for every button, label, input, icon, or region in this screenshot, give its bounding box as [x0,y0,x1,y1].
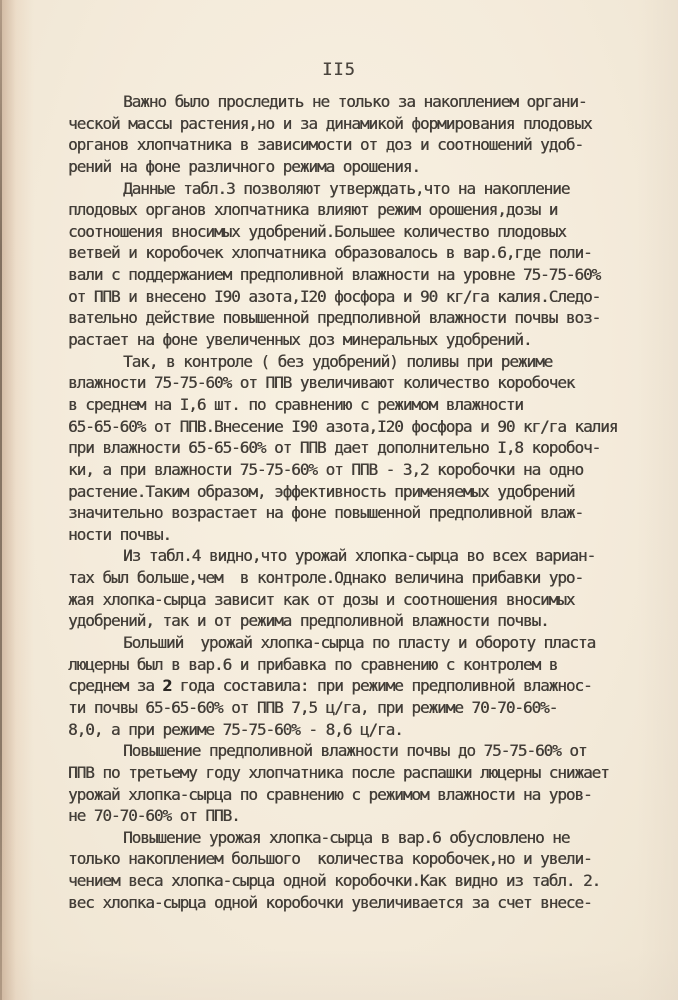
page-number: II5 [322,60,356,80]
text-line: значительно возрастает на фоне повышенной предполивной влаж- [68,503,583,523]
paragraph [68,178,616,351]
text-line: при влажности 65-65-60% от ППВ дает дополнительно I,8 коробоч- [68,438,601,458]
text-line: соотношения вносимых удобрений.Большее количество плодовых [68,221,566,241]
text-line: тах был больше,чем в контроле.Однако величина прибавки уро- [68,568,583,588]
text-line: ки, а при влажности 75-75-60% от ППВ - 3,2 коробочки на одно [68,459,583,479]
text-line: плодовых органов хлопчатника влияют режим орошения,дозы и [68,200,558,220]
text-line: вали с поддержанием предполивной влажности на уровне 75-75-60% [68,265,601,285]
text-line: 8,0, а при режиме 75-75-60% - 8,6 ц/га. [68,719,403,739]
text-line: урожай хлопка-сырца по сравнению с режимом влажности на уров- [68,784,592,804]
text-line: среднем за 2 года составила: при режиме предполивной влажнос- [68,676,592,696]
text-line: только накоплением большого количества коробочек,но и увели- [68,849,592,869]
paragraph [68,827,616,914]
text-line: Важно было проследить не только за накоплением органи- [123,92,587,111]
text-line: рений на фоне различного режима орошения. [68,156,420,176]
text-line: растение.Таким образом, эффективность применяемых удобрений [68,481,575,501]
text-line: чением веса хлопка-сырца одной коробочки.Как видно из табл. 2. [68,871,601,891]
text-line: Так, в контроле ( без удобрений) поливы при режиме [123,351,553,371]
paragraph [68,351,616,546]
text-line: органов хлопчатника в зависимости от доз и соотношений удоб- [68,135,583,155]
text-line: ти почвы 65-65-60% от ППВ 7,5 ц/га, при режиме 70-70-60%- [68,697,558,717]
text-line: растает на фоне увеличенных доз минеральных удобрений. [68,330,532,350]
text-line: Из табл.4 видно,что урожай хлопка-сырца во всех вариан- [123,546,596,566]
text-line: ности почвы. [68,524,171,544]
text-line: люцерны был в вар.6 и прибавка по сравнению с контролем в [68,654,558,674]
text-line: 65-65-60% от ППВ.Внесение I90 азота,I20 фосфора и 90 кг/га калия [68,416,618,436]
paragraph [68,91,616,178]
text-line: от ППВ и внесено I90 азота,I20 фосфора и 90 кг/га калия.Следо- [68,286,601,306]
body-text [68,91,616,913]
text-line: Повышение предполивной влажности почвы до 75-75-60% от [123,741,587,761]
text-line: Повышение урожая хлопка-сырца в вар.6 обусловлено не [123,827,570,847]
paragraph [68,632,616,740]
text-line: жая хлопка-сырца зависит как от дозы и соотношения вносимых [68,589,575,609]
text-line: Данные табл.3 позволяют утверждать,что на накопление [123,178,570,198]
paragraph [68,740,616,827]
spine-shadow [2,0,16,1000]
text-line: ческой массы растения,но и за динамикой формирования плодовых [68,113,592,133]
text-line: удобрений, так и от режима предполивной влажности почвы. [68,611,549,631]
text-line: Больший урожай хлопка-сырца по пласту и обороту пласта [123,633,596,653]
text-line: не 70-70-60% от ППВ. [68,806,240,826]
text-line: ППВ по третьему году хлопчатника после распашки люцерны снижает [68,762,609,782]
text-line: вательно действие повышенной предполивной влажности почвы воз- [68,308,601,328]
text-line: вес хлопка-сырца одной коробочки увеличивается за счет внесе- [68,892,592,912]
paragraph [68,545,616,632]
text-line: влажности 75-75-60% от ППВ увеличивают количество коробочек [68,373,575,393]
text-line: ветвей и коробочек хлопчатника образовалось в вар.6,где поли- [68,243,592,263]
text-line: в среднем на I,6 шт. по сравнению с режимом влажности [68,394,523,414]
